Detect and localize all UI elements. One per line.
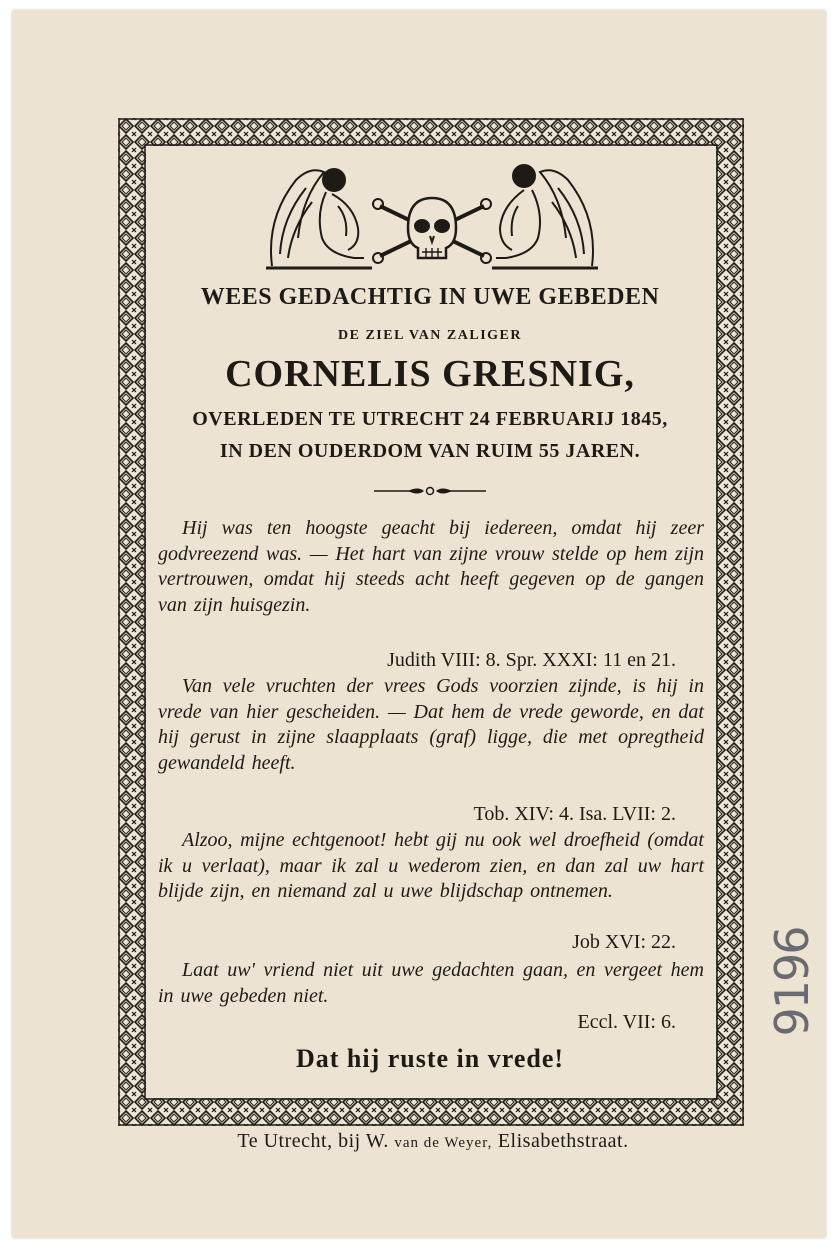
verse-1-reference: Judith VIII: 8. Spr. XXXI: 11 en 21. [387, 649, 676, 671]
angel-left-icon [266, 169, 372, 268]
catalog-number: 9196 [765, 927, 819, 1037]
angel-right-icon [492, 165, 598, 268]
closing-blessing: Dat hij ruste in vrede! [295, 1044, 565, 1073]
deceased-name: CORNELIS GRESNIG, [225, 353, 635, 395]
verse-4 [158, 958, 704, 1009]
printer-address: Elisabethstraat. [497, 1130, 629, 1152]
verse-2-text: Van vele vruchten der vrees Gods voorzien zijnde, is hij in vrede van hier gescheiden. — Dat hem de vrede geworde, en dat hij gerust in zijne slaapplaats (graf) ligge, die met opregtheid gewandeld heeft. [158, 675, 704, 774]
verse-1-text: Hij was ten hoogste geacht bij iedereen, omdat hij zeer godvreezend was. — Het hart van zijne vrouw stelde op hem zijn vertrouwen, omdat hij steeds acht heeft gegeven op de gangen van zijn huisgezin. [158, 517, 704, 616]
verse-2 [158, 674, 704, 776]
death-date-line: OVERLEDEN TE UTRECHT 24 FEBRUARIJ 1845, [192, 408, 668, 430]
verse-3-reference: Job XVI: 22. [572, 931, 676, 953]
ornamental-divider-icon [372, 484, 488, 498]
verse-4-text: Laat uw' vriend niet uit uwe gedachten gaan, en vergeet hem in uwe gebeden niet. [158, 959, 704, 1007]
printer-prefix: Te Utrecht, bij W. [237, 1130, 389, 1152]
age-line: IN DEN OUDERDOM VAN RUIM 55 JAREN. [219, 440, 641, 462]
printer-imprint [120, 1130, 746, 1153]
skull-crossbones-icon [373, 198, 491, 263]
mourning-emblem [262, 158, 602, 276]
verse-3 [158, 828, 704, 905]
verse-4-reference: Eccl. VII: 6. [577, 1011, 676, 1033]
printer-name: van de Weyer, [394, 1135, 493, 1151]
card-heading: WEES GEDACHTIG IN UWE GEBEDEN [200, 284, 660, 310]
card-subheading: DE ZIEL VAN ZALIGER [338, 328, 522, 343]
verse-1 [158, 516, 704, 618]
verse-3-text: Alzoo, mijne echtgenoot! hebt gij nu ook wel droefheid (omdat ik u verlaat), maar ik zal u wederom zien, en dan zal uw hart blijde zijn, en niemand zal u uwe blijdschap ontnemen. [158, 829, 704, 903]
verse-2-reference: Tob. XIV: 4. Isa. LVII: 2. [473, 803, 676, 825]
